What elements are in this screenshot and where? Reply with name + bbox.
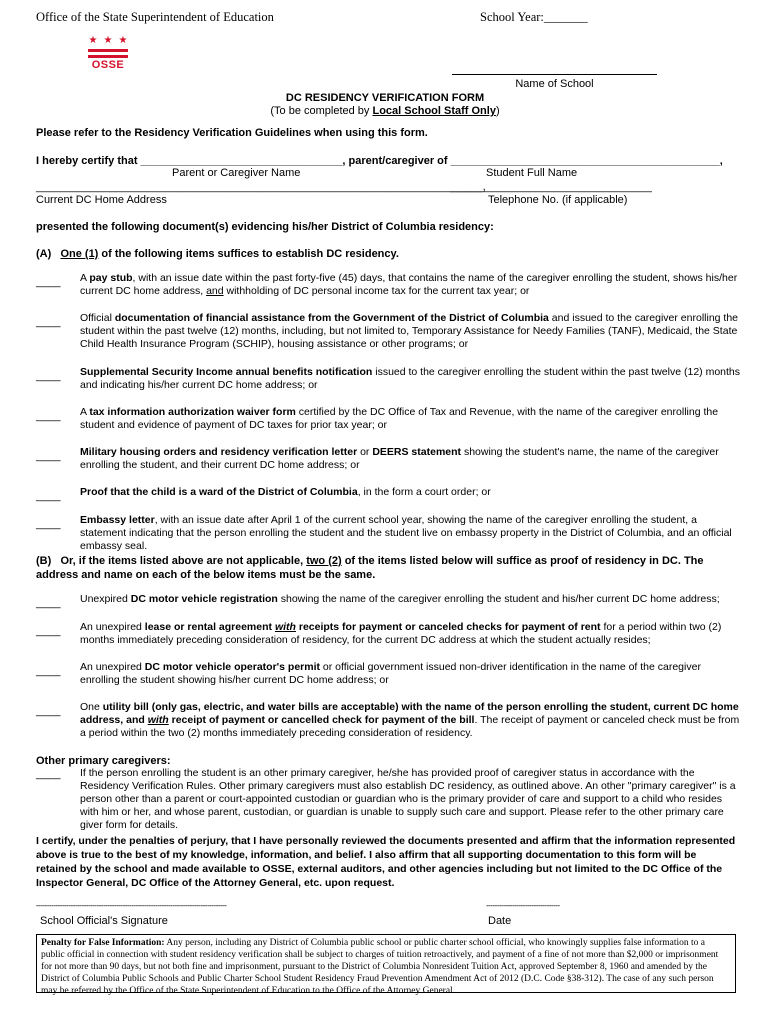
item-b2: An unexpired lease or rental agreement with receipts for payment or canceled checks for payment of rent for a period within two (2) months immediately preceding consideration of residency, for the current DC address at which the student actually resides;	[80, 621, 722, 646]
penalty-text: Any person, including any District of Columbia public school or public charter school official, who knowingly supplies false information to a public official in connection with student residency verification shall be subject to charges of tuition retroactively, and payment of a fine of not more than $2,000 or imprisonment for not more than 90 days, but not both fine and imprisonment, pursuant to the District of Columbia Nonresident Tuition Act, approved September 8, 1960 and amended by the District of Columbia Public Schools and Public Charter School Student Residency Fraud Prevention Amendment Act of 2012 (D.C. Code §38-312). The case of any such person may be referred by the Office of the State Superintendent of Education to the Office of the Attorney General.	[41, 938, 719, 996]
checkbox-b1[interactable]: ____	[36, 597, 61, 609]
refer-note: Please refer to the Residency Verification Guidelines when using this form.	[36, 127, 428, 139]
phone-label: Telephone No. (if applicable)	[488, 194, 628, 206]
checkbox-other[interactable]: ____	[36, 768, 61, 780]
signature-label: School Official's Signature	[40, 915, 168, 927]
osse-logo	[88, 36, 128, 71]
item-a3: Supplemental Security Income annual benefits notification issued to the caregiver enrolling the student within the past twelve (12) months and indicating his/her current DC home address; or	[80, 366, 741, 391]
presented-text: presented the following document(s) evidencing his/her District of Columbia residency:	[36, 221, 494, 233]
item-b3: An unexpired DC motor vehicle operator's permit or official government issued non-driver identification in the name of the caregiver enrolling the student showing his/her current DC home address; or	[80, 661, 701, 686]
date-label: Date	[488, 915, 512, 927]
address-label: Current DC Home Address	[36, 194, 167, 206]
checkbox-a3[interactable]: ____	[36, 370, 61, 382]
school-name-label: Name of School	[515, 78, 594, 90]
checkbox-a7[interactable]: ____	[36, 518, 61, 530]
item-a5: Military housing orders and residency verification letter or DEERS statement showing the student's name, the name of the caregiver enrolling the student, and their current DC home address; or	[80, 446, 719, 471]
checkbox-b3[interactable]: ____	[36, 665, 61, 677]
checkbox-a5[interactable]: ____	[36, 450, 61, 462]
item-b4: One utility bill (only gas, electric, and water bills are acceptable) with the name of the person enrolling the student, current DC home address, and with receipt of payment or cancelled check for payment of the bill. The receipt of payment or canceled check must be from a period within the two (2) months immediately preceding consideration of residency.	[80, 701, 740, 739]
item-a2: Official documentation of financial assistance from the Government of the District of Columbia and issued to the caregiver enrolling the student within the past twelve (12) months, including, but not limited to, Temporary Assistance for Needy Families (TANF), Medicaid, the State Child Health Insurance Program (SCHIP), housing assistance or other programs; or	[80, 312, 739, 350]
other-caregivers-text: If the person enrolling the student is an other primary caregiver, he/she has provided proof of caregiver status in accordance with the Residency Verification Rules. Other primary caregivers must also establish DC residency, as outlined above. An other "primary caregiver" is a person other than a parent or court-appointed custodian or guardian who is the primary provider of care and support to a child who resides with him or her, and whose parent, custodian, or guardian is unable to supply such care and support. Please refer to the other primary care giver form for details.	[80, 767, 736, 831]
phone-field[interactable]: _________________________________	[450, 181, 652, 193]
date-line[interactable]: ----------------------------------	[486, 901, 560, 910]
other-caregivers-heading: Other primary caregivers:	[36, 755, 171, 767]
certify-line[interactable]: I hereby certify that _________________________________, parent/caregiver of ____________________________________________,	[36, 155, 723, 167]
penalty-heading: Penalty for False Information:	[41, 938, 165, 948]
student-name-label: Student Full Name	[486, 167, 578, 179]
item-a4: A tax information authorization waiver form certified by the DC Office of Tax and Revenue, with the name of the caregiver enrolling the student and evidence of payment of DC taxes for prior tax year; or	[80, 406, 719, 431]
checkbox-b4[interactable]: ____	[36, 705, 61, 717]
penalty-box	[36, 934, 736, 996]
item-a7: Embassy letter, with an issue date after April 1 of the current school year, showing the name of the caregiver enrolling the student, a statement indicating that the person enrolling the student and the student live on embassy property in the District of Columbia, and an official embassy seal.	[80, 514, 732, 552]
certification-statement: I certify, under the penalties of perjury, that I have personally reviewed the documents presented and affirm that the information represented above is true to the best of my knowledge, information, and belief. I also affirm that all supporting documentation to this form will be retained by the school and made available to OSSE, external auditors, and other agencies including but not limited to the DC Office of the Inspector General, DC Office of the Attorney General, etc. upon request.	[36, 835, 736, 889]
address-field[interactable]: _________________________________________________________________________,	[36, 181, 486, 193]
checkbox-b2[interactable]: ____	[36, 625, 61, 637]
item-a6: Proof that the child is a ward of the District of Columbia, in the form a court order; or	[80, 486, 491, 498]
logo-bar-1	[88, 49, 128, 52]
item-a1: A pay stub, with an issue date within the past forty-five (45) days, that contains the name of the caregiver enrolling the student, shows his/her current DC home address, and withholding of DC personal income tax for the current tax year; or	[80, 272, 738, 297]
form-subtitle: (To be completed by Local School Staff Only)	[270, 105, 500, 117]
office-name: Office of the State Superintendent of Education	[36, 10, 274, 24]
checkbox-a6[interactable]: ____	[36, 490, 61, 502]
parent-name-label: Parent or Caregiver Name	[172, 167, 301, 179]
section-a-heading: (A) One (1) of the following items suffices to establish DC residency.	[36, 248, 399, 260]
item-b1: Unexpired DC motor vehicle registration showing the name of the caregiver enrolling the student and his/her current DC home address;	[80, 593, 720, 605]
checkbox-a4[interactable]: ____	[36, 410, 61, 422]
form-title: DC RESIDENCY VERIFICATION FORM	[285, 92, 485, 104]
logo-bar-2	[88, 55, 128, 58]
section-b-heading: (B) Or, if the items listed above are not applicable, two (2) of the items listed below will suffice as proof of residency in DC. The address and name on each of the below items must be the same.	[36, 555, 704, 581]
signature-line[interactable]: ----------------------------------------------------------------------------------------	[36, 901, 227, 910]
school-year-field[interactable]: School Year:_______	[480, 10, 588, 24]
school-name-field[interactable]	[452, 74, 657, 75]
checkbox-a2[interactable]: ____	[36, 316, 61, 328]
logo-text: OSSE	[91, 59, 125, 71]
star-icons: ★ ★ ★	[88, 35, 128, 46]
checkbox-a1[interactable]: ____	[36, 276, 61, 288]
